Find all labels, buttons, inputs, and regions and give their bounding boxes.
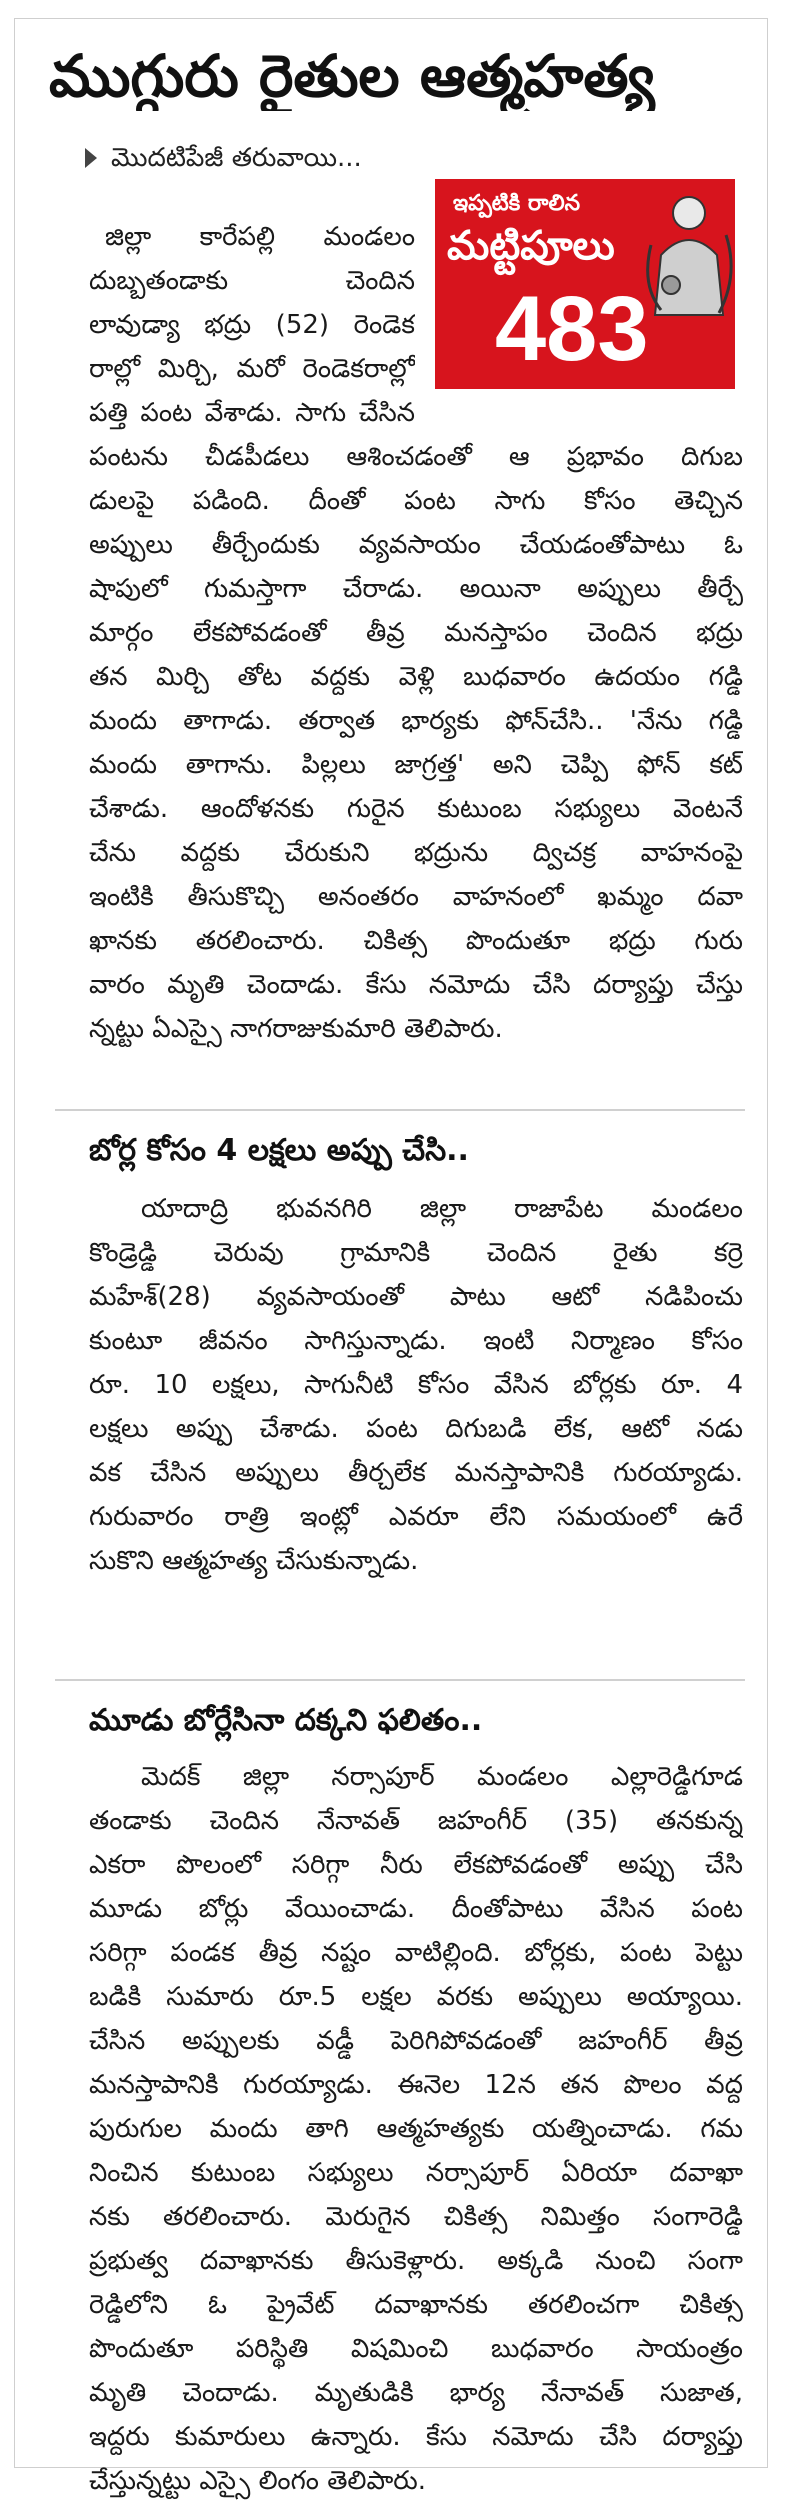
section-divider <box>55 1109 745 1111</box>
story-2-line: రూ. 10 లక్షలు, సాగునీటి కోసం వేసిన బోర్లకు రూ. 4 <box>89 1370 743 1400</box>
story-1-line: మందు తాగాను. పిల్లలు జాగ్రత్త' అని చెప్పి ఫోన్ కట్ <box>89 750 743 780</box>
story-3-line: పురుగుల మందు తాగి ఆత్మహత్యకు యత్నించాడు. గమ <box>89 2114 743 2144</box>
article-clipping <box>14 18 768 2496</box>
story-1-line: పంటను చీడపీడలు ఆశించడంతో ఆ ప్రభావం దిగుబ <box>89 442 743 472</box>
story-1-line: దుబ్బతండాకు చెందిన <box>89 266 415 296</box>
story-1-line: న్నట్టు ఏఎస్సై నాగరాజుకుమారి తెలిపారు. <box>89 1014 503 1044</box>
story-1-body <box>89 215 743 1051</box>
story-1-line: లావుడ్యా భద్రు (52) రెండెక <box>89 310 415 340</box>
story-1-line: చేను వద్దకు చేరుకుని భద్రును ద్విచక్ర వాహనంపై <box>89 838 743 868</box>
story-2-line: కొండ్రెడ్డి చెరువు గ్రామానికి చెందిన రైతు కర్రె <box>89 1238 743 1268</box>
story-3-line: రెడ్డిలోని ఓ ప్రైవేట్ దవాఖానకు తరలించగా చికిత్స <box>89 2290 743 2320</box>
story-2-body <box>89 1187 743 1583</box>
story-3-line: నకు తరలించారు. మెరుగైన చికిత్స నిమిత్తం సంగారెడ్డి <box>89 2202 743 2232</box>
arrow-right-icon <box>85 148 97 168</box>
story-1-line: వారం మృతి చెందాడు. కేసు నమోదు చేసి దర్యాప్తు చేస్తు <box>89 970 743 1000</box>
story-3-line: పొందుతూ పరిస్థితి విషమించి బుధవారం సాయంత్రం <box>89 2334 743 2364</box>
story-3-heading: మూడు బోర్లేసినా దక్కని ఫలితం.. <box>89 1703 483 1738</box>
story-1-line: షాపులో గుమస్తాగా చేరాడు. అయినా అప్పులు తీర్చే <box>89 574 743 604</box>
story-3-line: చేస్తున్నట్టు ఎస్సై లింగం తెలిపారు. <box>89 2466 426 2496</box>
story-2-heading: బోర్ల కోసం 4 లక్షలు అప్పు చేసి.. <box>89 1133 469 1168</box>
badge-count: 483 <box>495 278 649 380</box>
story-3-line: మనస్తాపానికి గురయ్యాడు. ఈనెల 12న తన పొలం వద్ద <box>89 2070 743 2100</box>
story-2-line: సుకొని ఆత్మహత్య చేసుకున్నాడు. <box>89 1546 419 1576</box>
story-3-line: మూడు బోర్లు వేయించాడు. దీంతోపాటు వేసిన పంట <box>89 1894 743 1924</box>
story-1-line: మార్గం లేకపోవడంతో తీవ్ర మనస్తాపం చెందిన భద్రు <box>89 618 743 648</box>
section-divider <box>55 1679 745 1681</box>
story-3-line: బడికి సుమారు రూ.5 లక్షల వరకు అప్పులు అయ్యాయి. <box>89 1982 743 2012</box>
story-2-line: మహేశ్(28) వ్యవసాయంతో పాటు ఆటో నడిపించు <box>89 1282 743 1312</box>
story-3-line: ఇద్దరు కుమారులు ఉన్నారు. కేసు నమోదు చేసి దర్యాప్తు <box>89 2422 743 2452</box>
story-3-line: మృతి చెందాడు. మృతుడికి భార్య నేనావత్ సుజాత, <box>89 2378 743 2408</box>
story-3-line: మెదక్ జిల్లా నర్సాపూర్ మండలం ఎల్లారెడ్డిగూడ <box>141 1762 743 1792</box>
story-1-line: పత్తి పంట వేశాడు. సాగు చేసిన <box>89 398 415 428</box>
story-3-body <box>89 1755 743 2503</box>
story-3-line: ప్రభుత్వ దవాఖానకు తీసుకెళ్లారు. అక్కడి నుంచి సంగా <box>89 2246 743 2276</box>
story-2-line: వక చేసిన అప్పులు తీర్చలేక మనస్తాపానికి గురయ్యాడు. <box>89 1458 743 1488</box>
story-3-line: నించిన కుటుంబ సభ్యులు నర్సాపూర్ ఏరియా దవాఖా <box>89 2158 743 2188</box>
story-1-line: మందు తాగాడు. తర్వాత భార్యకు ఫోన్‌చేసి.. 'నేను గడ్డి <box>89 706 743 736</box>
badge-line2: మట్టిపూలు <box>447 223 615 269</box>
story-3-line: తండాకు చెందిన నేనావత్ జహంగీర్ (35) తనకున్న <box>89 1806 743 1836</box>
story-1-line: ఇంటికి తీసుకొచ్చి అనంతరం వాహనంలో ఖమ్మం దవా <box>89 882 743 912</box>
story-1-line: రాల్లో మిర్చి, మరో రెండెకరాల్లో <box>89 354 415 384</box>
story-2-line: లక్షలు అప్పు చేశాడు. పంట దిగుబడి లేక, ఆటో నడు <box>89 1414 743 1444</box>
story-3-line: చేసిన అప్పులకు వడ్డీ పెరిగిపోవడంతో జహంగీర్ తీవ్ర <box>89 2026 743 2056</box>
story-1-line: తన మిర్చి తోట వద్దకు వెళ్లి బుధవారం ఉదయం గడ్డి <box>89 662 743 692</box>
story-1-line: చేశాడు. ఆందోళనకు గురైన కుటుంబ సభ్యులు వెంటనే <box>89 794 743 824</box>
story-3-line: సరిగ్గా పండక తీవ్ర నష్టం వాటిల్లింది. బోర్లకు, పంట పెట్టు <box>89 1938 743 1968</box>
story-2-line: గురువారం రాత్రి ఇంట్లో ఎవరూ లేని సమయంలో ఉరే <box>89 1502 743 1532</box>
story-1-line: ఖానకు తరలించారు. చికిత్స పొందుతూ భద్రు గురు <box>89 926 743 956</box>
story-1-line: అప్పులు తీర్చేందుకు వ్యవసాయం చేయడంతోపాటు ఓ <box>89 530 743 560</box>
jump-text: మొదటిపేజీ తరువాయి... <box>111 143 362 173</box>
story-3-line: ఎకరా పొలంలో సరిగ్గా నీరు లేకపోవడంతో అప్పు చేసి <box>89 1850 743 1880</box>
story-2-line: యాదాద్రి భువనగిరి జిల్లా రాజాపేట మండలం <box>141 1194 743 1224</box>
headline: ముగ్గురు రైతుల ఆత్మహత్య <box>49 42 655 110</box>
story-2-line: కుంటూ జీవనం సాగిస్తున్నాడు. ఇంటి నిర్మాణం కోసం <box>89 1326 743 1356</box>
continued-from-front-page <box>85 141 362 175</box>
story-1-line: జిల్లా కారేపల్లి మండలం <box>105 222 415 252</box>
badge-line1: ఇప్పటికి రాలిన <box>453 191 581 216</box>
story-1-line: డులపై పడింది. దీంతో పంట సాగు కోసం తెచ్చిన <box>89 486 743 516</box>
